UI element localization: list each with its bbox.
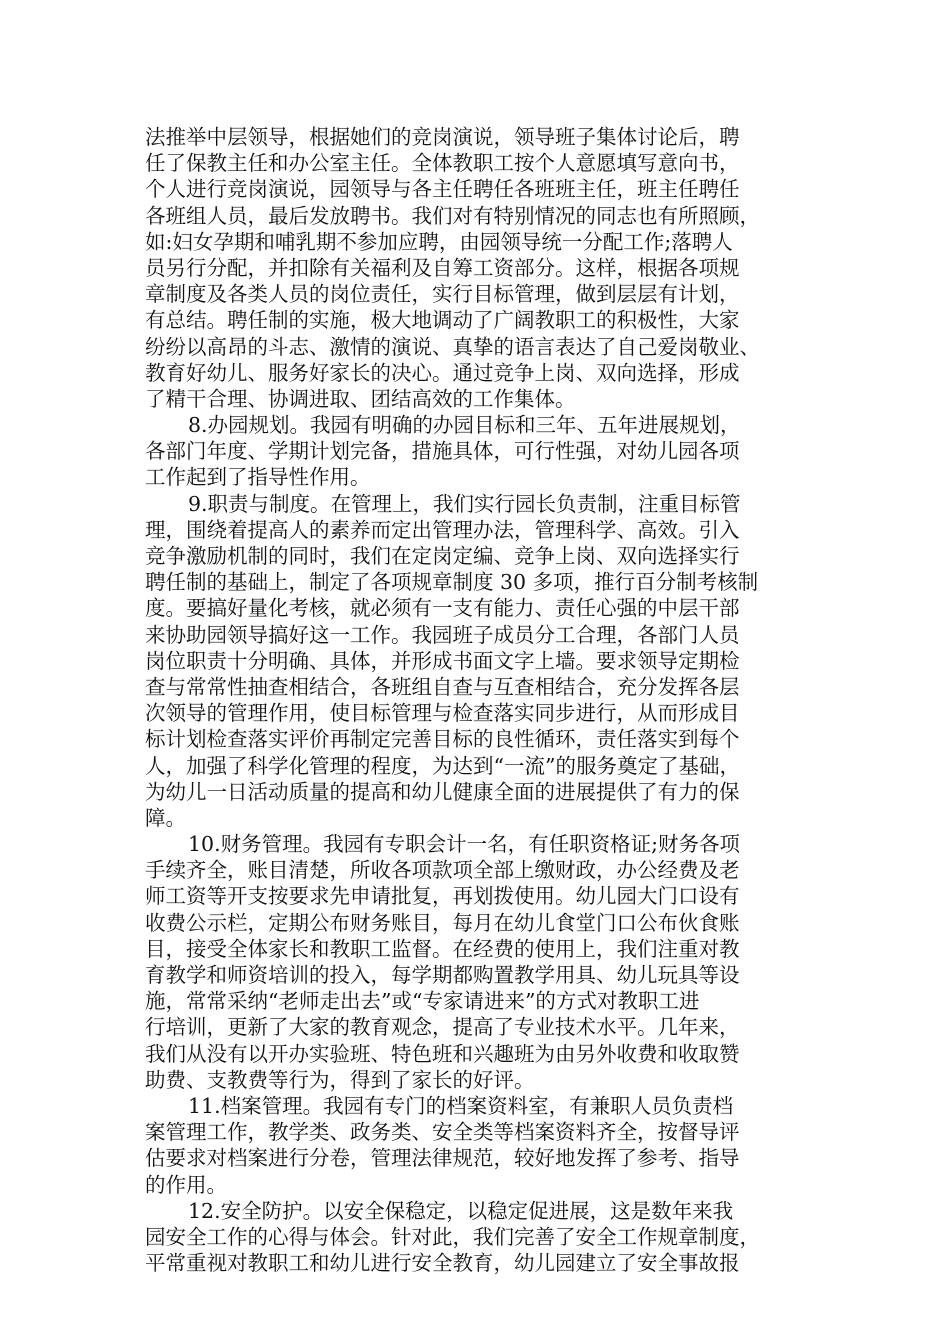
paragraph-first-line: 12.安全防护。以安全保稳定，以稳定促进展，这是数年来我 xyxy=(188,1198,734,1223)
text-line: 平常重视对教职工和幼儿进行安全教育，幼儿园建立了安全事故报 xyxy=(145,1251,740,1276)
text-line: 园安全工作的心得与体会。针对此，我们完善了安全工作规章制度， xyxy=(145,1224,760,1249)
paragraph-first-line: 9.职责与制度。在管理上，我们实行园长负责制，注重目标管 xyxy=(188,491,741,516)
text-line: 施，常常采纳“老师走出去”或“专家请进来”的方式对教职工进 xyxy=(145,989,700,1014)
text-line: 各部门年度、学期计划完备，措施具体，可行性强，对幼儿园各项 xyxy=(145,439,740,464)
text-line: 目，接受全体家长和教职工监督。在经费的使用上，我们注重对教 xyxy=(145,936,740,961)
text-line: 为幼儿一日活动质量的提高和幼儿健康全面的进展提供了有力的保 xyxy=(145,779,740,804)
paragraph-first-line: 11.档案管理。我园有专门的档案资料室，有兼职人员负责档 xyxy=(188,1093,734,1118)
text-line: 有总结。聘任制的实施，极大地调动了广阔教职工的积极性，大家 xyxy=(145,308,740,333)
text-line: 标计划检查落实评价再制定完善目标的良性循环，责任落实到每个 xyxy=(145,727,740,752)
text-line: 了精干合理、协调进取、团结高效的工作集体。 xyxy=(145,386,576,411)
text-line: 障。 xyxy=(145,805,186,830)
text-line: 聘任制的基础上，制定了各项规章制度 30 多项，推行百分制考核制 xyxy=(145,570,759,595)
text-line: 估要求对档案进行分卷，管理法律规范，较好地发挥了参考、指导 xyxy=(145,1146,740,1171)
text-line: 我们从没有以开办实验班、特色班和兴趣班为由另外收费和收取赞 xyxy=(145,1041,740,1066)
text-line: 竞争激励机制的同时，我们在定岗定编、竞争上岗、双向选择实行 xyxy=(145,544,740,568)
text-line: 工作起到了指导性作用。 xyxy=(145,465,371,490)
text-line: 查与常常性抽查相结合，各班组自查与互查相结合，充分发挥各层 xyxy=(145,674,740,699)
text-line: 章制度及各类人员的岗位责任，实行目标管理，做到层层有计划， xyxy=(145,282,740,307)
text-line: 手续齐全，账目清楚，所收各项款项全部上缴财政，办公经费及老 xyxy=(145,858,740,883)
text-line: 法推举中层领导，根据她们的竞岗演说，领导班子集体讨论后，聘 xyxy=(145,125,740,149)
text-line: 各班组人员，最后发放聘书。我们对有特别情况的同志也有所照顾， xyxy=(145,203,760,228)
text-line: 助费、支教费等行为，得到了家长的好评。 xyxy=(145,1067,535,1092)
text-line: 的作用。 xyxy=(145,1172,227,1197)
text-line: 次领导的管理作用，使目标管理与检查落实同步进行，从而形成目 xyxy=(145,701,740,726)
text-line: 收费公示栏，定期公布财务账目，每月在幼儿食堂门口公布伙食账 xyxy=(145,910,740,935)
text-line: 来协助园领导搞好这一工作。我园班子成员分工合理，各部门人员 xyxy=(145,622,740,647)
paragraph-first-line: 10.财务管理。我园有专职会计一名，有任职资格证;财务各项 xyxy=(188,832,741,857)
paragraph-first-line: 8.办园规划。我园有明确的办园目标和三年、五年进展规划， xyxy=(188,413,741,438)
text-line: 教育好幼儿、服务好家长的决心。通过竞争上岗、双向选择，形成 xyxy=(145,360,740,385)
document-body-text xyxy=(145,124,825,1276)
text-line: 个人进行竞岗演说，园领导与各主任聘任各班班主任，班主任聘任 xyxy=(145,177,740,202)
text-line: 案管理工作，教学类、政务类、安全类等档案资料齐全，按督导评 xyxy=(145,1120,740,1145)
text-line: 人，加强了科学化管理的程度，为达到“一流”的服务奠定了基础， xyxy=(145,753,740,778)
text-line: 任了保教主任和办公室主任。全体教职工按个人意愿填写意向书， xyxy=(145,151,740,176)
text-line: 如:妇女孕期和哺乳期不参加应聘，由园领导统一分配工作;落聘人 xyxy=(145,229,733,254)
text-line: 纷纷以高昂的斗志、激情的演说、真挚的语言表达了自己爱岗敬业、 xyxy=(145,334,760,359)
text-line: 岗位职责十分明确、具体，并形成书面文字上墙。要求领导定期检 xyxy=(145,648,740,673)
text-line: 度。要搞好量化考核，就必须有一支有能力、责任心强的中层干部 xyxy=(145,596,740,621)
text-line: 师工资等开支按要求先申请批复，再划拨使用。幼儿园大门口设有 xyxy=(145,884,740,909)
text-line: 理，围绕着提高人的素养而定出管理办法，管理科学、高效。引入 xyxy=(145,517,740,542)
text-line: 育教学和师资培训的投入，每学期都购置教学用具、幼儿玩具等设 xyxy=(145,963,740,987)
text-line: 员另行分配，并扣除有关福利及自筹工资部分。这样，根据各项规 xyxy=(145,255,740,280)
text-line: 行培训，更新了大家的教育观念，提高了专业技术水平。几年来， xyxy=(145,1015,740,1040)
